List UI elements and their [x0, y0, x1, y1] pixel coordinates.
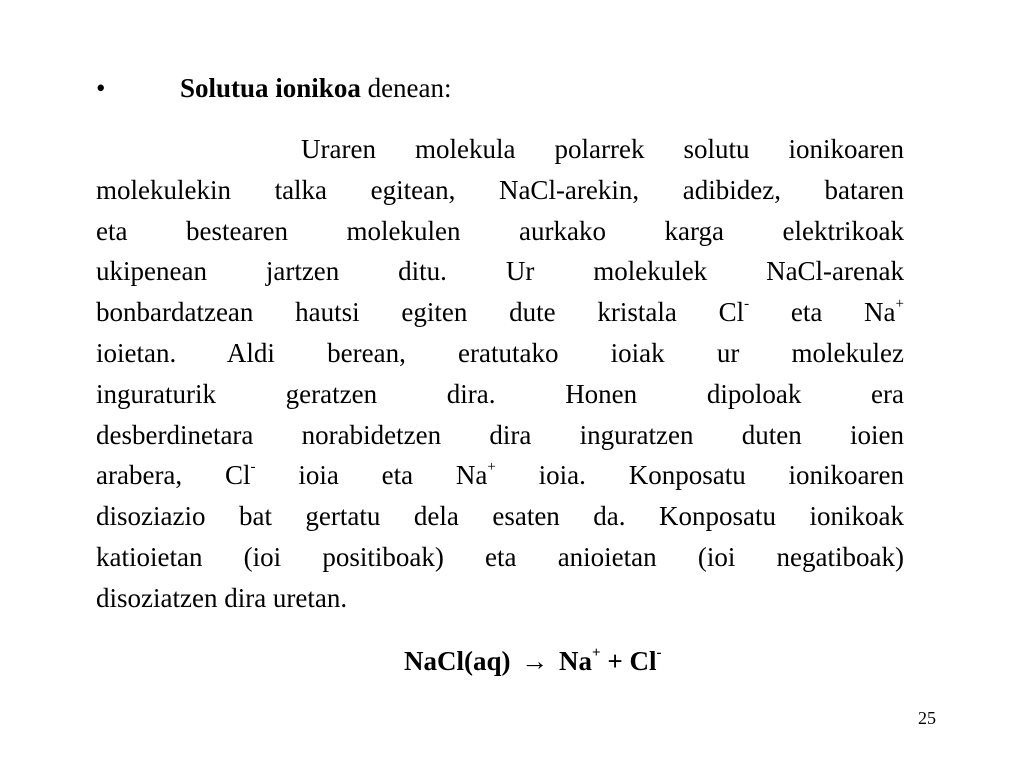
- equation-product-cation: Na: [559, 646, 592, 676]
- paragraph-line: eta bestearen molekulen aurkako karga elektrikoak: [96, 215, 904, 246]
- paragraph-line: inguraturik geratzen dira. Honen dipoloak era: [96, 378, 904, 409]
- charge-superscript: +: [592, 645, 601, 661]
- charge-superscript: +: [487, 459, 496, 476]
- heading-bold-text: Solutua ionikoa: [180, 73, 361, 103]
- equation-plus: +: [600, 646, 630, 676]
- paragraph-line: molekulekin talka egitean, NaCl-arekin, adibidez, bataren: [96, 174, 904, 205]
- paragraph-line: katioietan (ioi positiboak) eta anioietan (ioi negatiboak): [96, 541, 904, 572]
- paragraph-line: disoziatzen dira uretan.: [96, 582, 348, 613]
- dissociation-equation: [404, 641, 661, 681]
- paragraph-line: desberdinetara norabidetzen dira inguratzen duten ioien: [96, 419, 904, 450]
- paragraph-line: [96, 455, 904, 496]
- paragraph-text: ioia eta Na: [255, 460, 488, 491]
- heading-rest-text: denean:: [360, 73, 452, 103]
- paragraph-text: bonbardatzean hautsi egiten dute kristala Cl: [96, 297, 745, 328]
- arrow-right-icon: →: [521, 646, 549, 676]
- charge-superscript: +: [895, 296, 905, 313]
- paragraph-text: arabera, Cl: [96, 460, 251, 491]
- paragraph-line: Uraren molekula polarrek solutu ionikoaren: [301, 134, 904, 164]
- equation-product-anion: Cl: [629, 646, 657, 676]
- paragraph-line: ukipenean jartzen ditu. Ur molekulek NaCl-arenak: [96, 256, 904, 287]
- page-number: 25: [918, 708, 936, 728]
- paragraph-text: eta Na: [749, 297, 896, 328]
- paragraph-text: ioia. Konposatu ionikoaren: [495, 460, 904, 491]
- paragraph-line: disoziazio bat gertatu dela esaten da. Konposatu ionikoak: [96, 501, 904, 532]
- bullet-icon: •: [96, 73, 106, 103]
- section-heading: [96, 70, 452, 106]
- charge-superscript: -: [656, 645, 662, 661]
- charge-superscript: -: [744, 296, 750, 313]
- charge-superscript: -: [250, 459, 256, 476]
- paragraph-line: ioietan. Aldi berean, eratutako ioiak ur molekulez: [96, 337, 904, 368]
- equation-reactant: NaCl(aq): [404, 646, 511, 676]
- body-paragraph: [96, 129, 904, 619]
- paragraph-line: [96, 292, 904, 333]
